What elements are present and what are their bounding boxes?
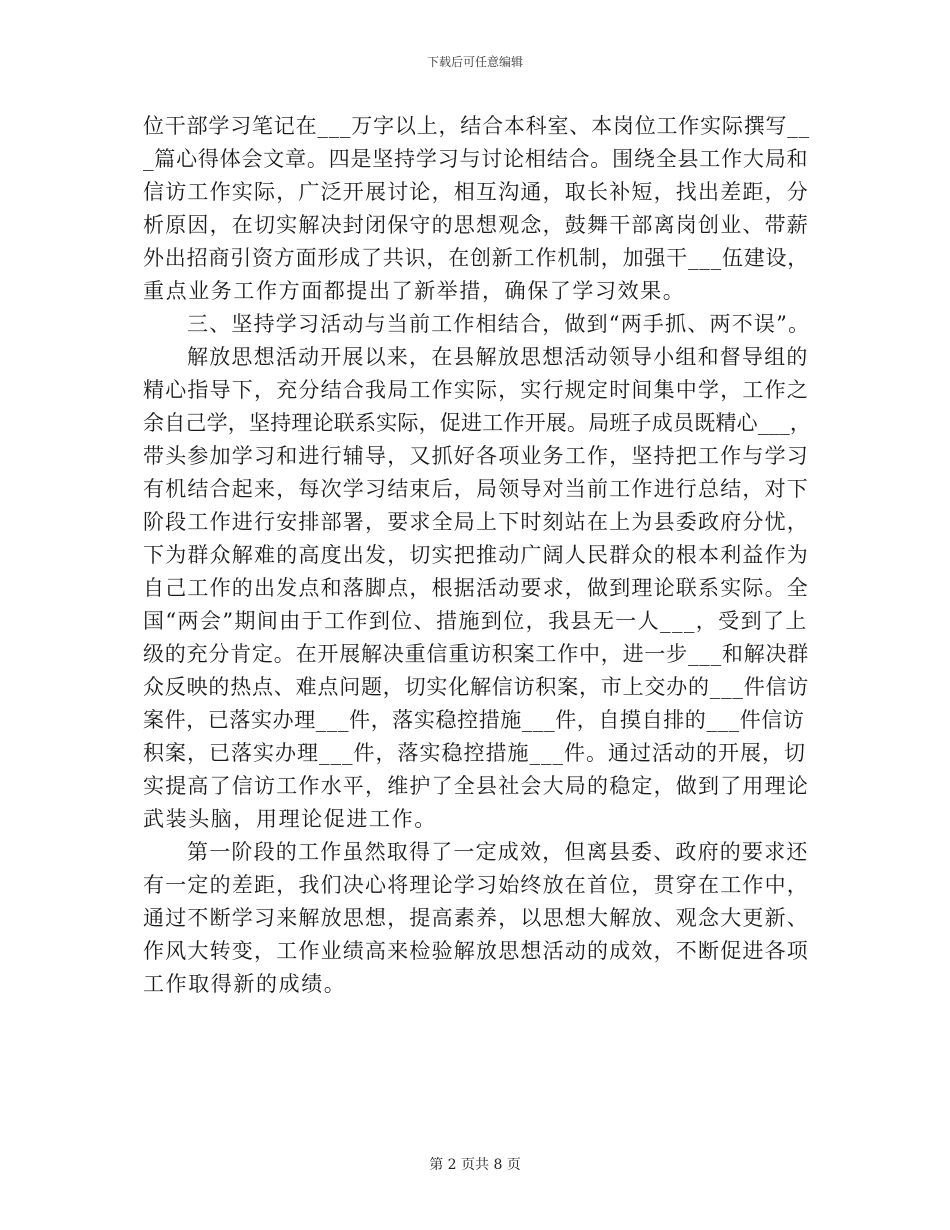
text-line: 国“两会”期间由于工作到位、措施到位，我县无一人___，受到了上 — [143, 609, 808, 633]
text-line: 信访工作实际，广泛开展讨论，相互沟通，取长补短，找出差距，分 — [143, 180, 809, 204]
text-line: 带头参加学习和进行辅导，又抓好各项业务工作，坚持把工作与学习 — [143, 444, 809, 468]
text-line: 通过不断学习来解放思想，提高素养，以思想大解放、观念大更新、 — [143, 906, 809, 930]
text-line: 精心指导下，充分结合我局工作实际，实行规定时间集中学，工作之 — [143, 378, 809, 402]
text-line: _篇心得体会文章。四是坚持学习与讨论相结合。围绕全县工作大局和 — [143, 147, 809, 171]
paragraph-1 — [143, 110, 811, 308]
text-line: 第一阶段的工作虽然取得了一定成效，但离县委、政府的要求还 — [187, 840, 809, 864]
page-number-footer: 第 2 页共 8 页 — [429, 1157, 521, 1173]
text-line: 级的充分肯定。在开展解决重信重访积案工作中，进一步___和解决群 — [143, 642, 810, 666]
text-line: 自己工作的出发点和落脚点，根据活动要求，做到理论联系实际。全 — [143, 576, 809, 600]
text-line: 有一定的差距，我们决心将理论学习始终放在首位，贯穿在工作中， — [143, 873, 809, 897]
text-line: 众反映的热点、难点问题，切实化解信访积案，市上交办的___件信访 — [143, 675, 810, 699]
text-line: 三、坚持学习活动与当前工作相结合，做到“两手抓、两不误”。 — [187, 312, 811, 336]
paragraph-2 — [143, 341, 811, 836]
page-header-note: 下载后可任意编辑 — [426, 55, 523, 69]
text-line: 武装头脑，用理论促进工作。 — [143, 807, 437, 831]
text-line: 外出招商引资方面形成了共识，在创新工作机制，加强干___伍建设， — [143, 246, 810, 270]
text-line: 位干部学习笔记在___万字以上，结合本科室、本岗位工作实际撰写__ — [143, 114, 810, 138]
document-body — [143, 110, 811, 1001]
text-line: 作风大转变，工作业绩高来检验解放思想活动的成效，不断促进各项 — [143, 939, 809, 963]
text-line: 积案，已落实办理___件，落实稳控措施___件。通过活动的开展，切 — [143, 741, 806, 765]
section-heading-3 — [143, 308, 811, 341]
text-line: 析原因，在切实解决封闭保守的思想观念，鼓舞干部离岗创业、带薪 — [143, 213, 809, 237]
text-line: 有机结合起来，每次学习结束后，局领导对当前工作进行总结，对下 — [143, 477, 809, 501]
text-line: 案件，已落实办理___件，落实稳控措施___件，自摸自排的___件信访 — [143, 708, 805, 732]
text-line: 阶段工作进行安排部署，要求全局上下时刻站在上为县委政府分忧， — [143, 510, 809, 534]
paragraph-3 — [143, 836, 811, 1001]
text-line: 重点业务工作方面都提出了新举措，确保了学习效果。 — [143, 279, 686, 303]
text-line: 工作取得新的成绩。 — [143, 972, 347, 996]
text-line: 实提高了信访工作水平，维护了全县社会大局的稳定，做到了用理论 — [143, 774, 809, 798]
text-line: 下为群众解难的高度出发，切实把推动广阔人民群众的根本利益作为 — [143, 543, 809, 567]
text-line: 解放思想活动开展以来，在县解放思想活动领导小组和督导组的 — [187, 345, 809, 369]
text-line: 余自己学，坚持理论联系实际，促进工作开展。局班子成员既精心___， — [143, 411, 812, 435]
